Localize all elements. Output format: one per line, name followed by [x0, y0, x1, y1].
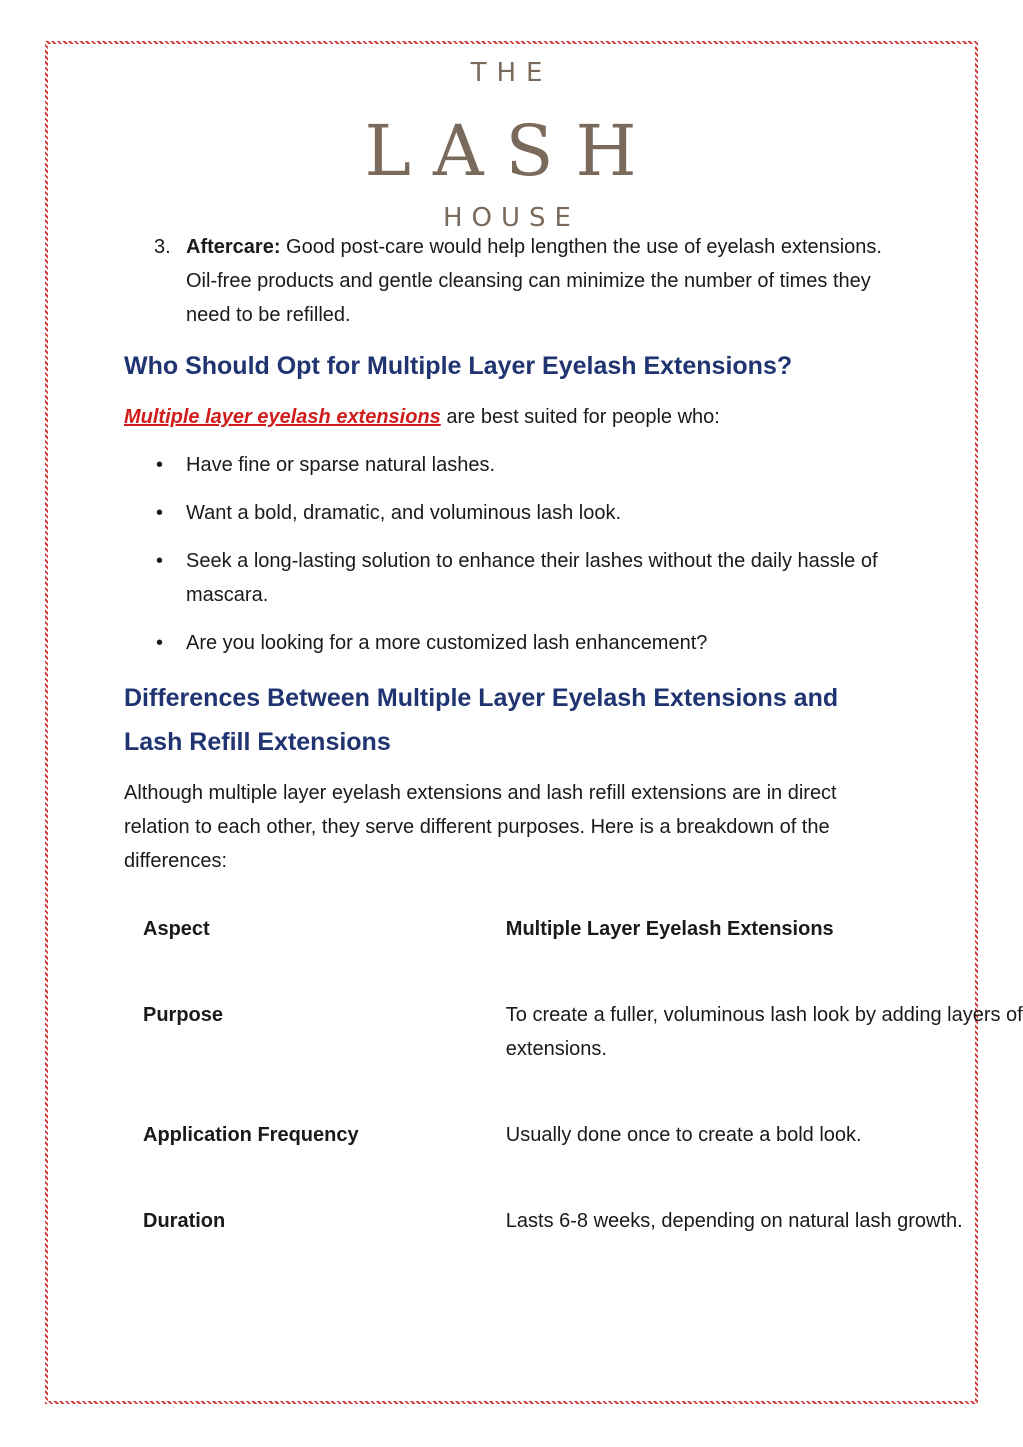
header-aspect: Aspect [143, 918, 210, 940]
intro-rest: are best suited for people who: [440, 406, 720, 428]
table-row [143, 1118, 1023, 1152]
row-label: Purpose [143, 1004, 224, 1026]
row-value: Lasts 6-8 weeks, depending on natural lash growth. [505, 1210, 963, 1232]
multiple-layer-link[interactable]: Multiple layer eyelash extensions [124, 406, 441, 428]
item-text: Good post-care would help lengthen the use of eyelash extensions. Oil-free products and gentle cleansing can minimize the number of times they need to be refilled. [186, 236, 882, 326]
header-multiple-layer: Multiple Layer Eyelash Extensions [505, 918, 834, 940]
intro-paragraph [124, 400, 884, 434]
comparison-table [143, 912, 1023, 1238]
row-label: Duration [143, 1210, 226, 1232]
differences-paragraph: Although multiple layer eyelash extensions and lash refill extensions are in direct relation to each other, they serve different purposes. Here is a breakdown of the differences: [124, 782, 837, 872]
item-label: Aftercare: [186, 236, 281, 258]
logo-the: THE [470, 58, 553, 88]
bullet-item: • Have fine or sparse natural lashes. [124, 448, 884, 482]
logo-lash: LASH [364, 110, 659, 192]
document-body [124, 230, 884, 878]
table-header-row [143, 912, 1023, 946]
row-value: Usually done once to create a bold look. [505, 1124, 862, 1146]
row-value: To create a fuller, voluminous lash look by adding layers of extensions. [505, 1004, 1023, 1060]
table-row [143, 998, 1023, 1066]
section-heading-who: Who Should Opt for Multiple Layer Eyelash Extensions? [124, 352, 793, 380]
logo-house: HOUSE [443, 203, 580, 233]
bullet-item: • Want a bold, dramatic, and voluminous lash look. [124, 496, 884, 530]
bullet-item: • Are you looking for a more customized lash enhancement? [124, 626, 884, 660]
bullet-item: • Seek a long-lasting solution to enhance their lashes without the daily hassle of mascara. [124, 544, 884, 612]
section-heading-differences: Differences Between Multiple Layer Eyelash Extensions and Lash Refill Extensions [124, 684, 839, 756]
item-number: 3. [154, 236, 171, 258]
numbered-item-aftercare [124, 230, 884, 332]
table-row [143, 1204, 1023, 1238]
row-label: Application Frequency [143, 1124, 359, 1146]
